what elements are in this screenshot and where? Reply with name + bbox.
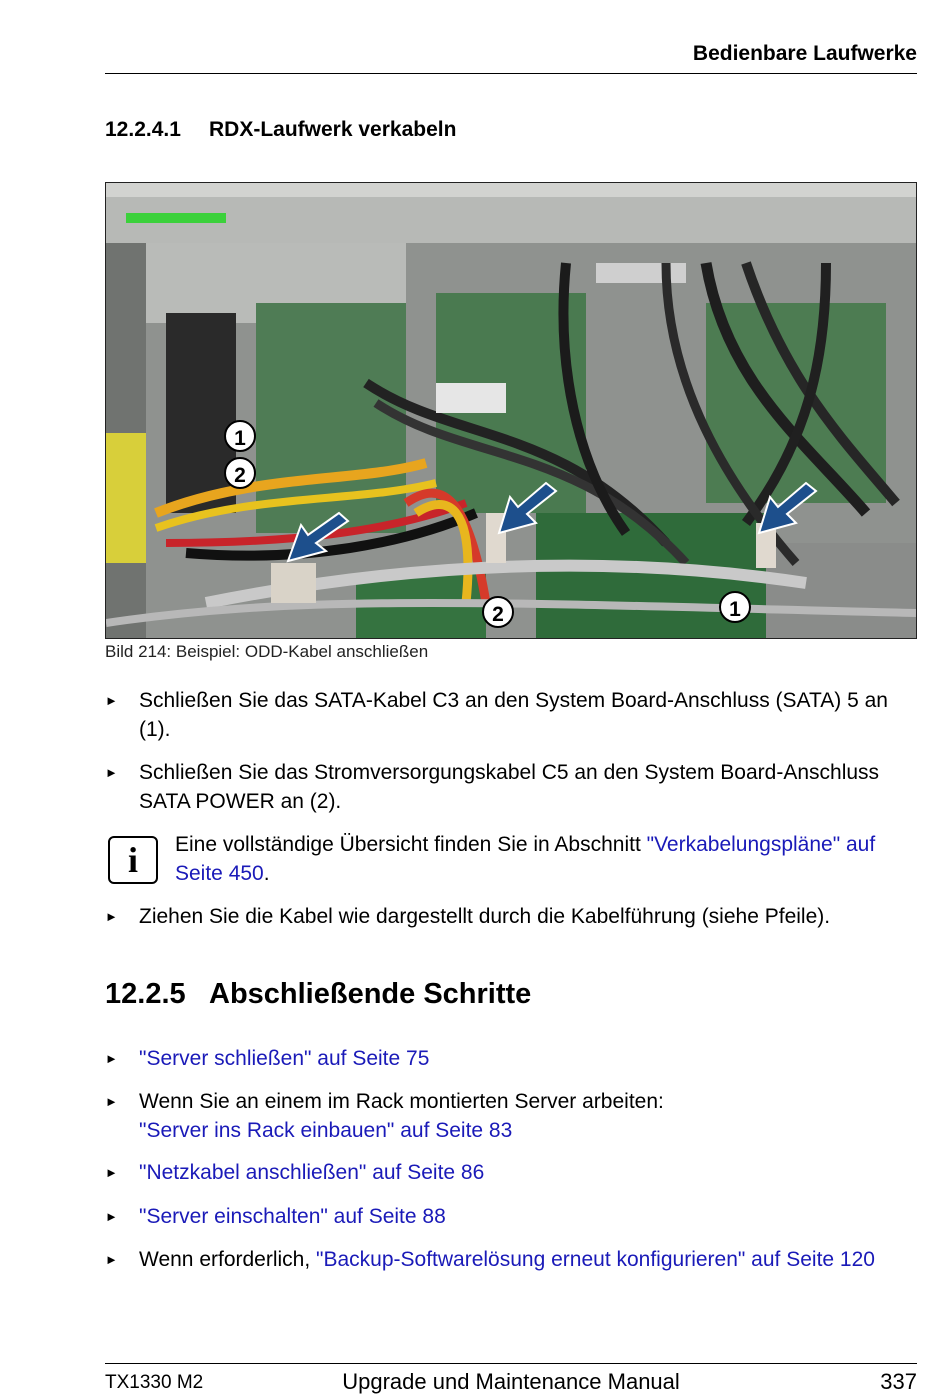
- power-on-link[interactable]: "Server einschalten" auf Seite 88: [139, 1205, 446, 1228]
- callout-1-board: [720, 592, 750, 622]
- rack-install-link[interactable]: "Server ins Rack einbauen" auf Seite 83: [139, 1119, 513, 1142]
- running-header: Bedienbare Laufwerke: [692, 42, 917, 65]
- section-heading: [105, 118, 456, 142]
- callout-2-label: 2: [234, 464, 246, 487]
- info-text-end: .: [263, 862, 270, 885]
- section-number: 12.2.4.1: [105, 118, 181, 141]
- bullet-arrow-icon: ►: [105, 1051, 118, 1066]
- bullet-arrow-icon: ►: [105, 1252, 118, 1267]
- info-icon: i: [108, 836, 158, 884]
- step-text: Schließen Sie das SATA-Kabel C3 an den System Board-Anschluss (SATA) 5 an (1).: [139, 689, 888, 741]
- section2-heading: [105, 978, 531, 1011]
- rack-note-text: Wenn Sie an einem im Rack montierten Server arbeiten:: [139, 1090, 664, 1113]
- section-title: RDX-Laufwerk verkabeln: [209, 118, 457, 141]
- bullet-arrow-icon: ►: [105, 1165, 118, 1180]
- final-step-item: [105, 1158, 917, 1187]
- wiring-plans-link[interactable]: "Verkabelungspläne" auf Seite 450: [175, 833, 876, 885]
- final-step-item: [105, 1245, 917, 1274]
- section2-number: 12.2.5: [105, 978, 186, 1010]
- callout-2-board-label: 2: [492, 603, 504, 626]
- step-item: [105, 758, 917, 816]
- callout-1-left: [225, 421, 255, 451]
- callout-2-left: [225, 458, 255, 488]
- footer-rule: [105, 1363, 917, 1364]
- server-interior-illustration: [106, 183, 916, 638]
- bullet-arrow-icon: ►: [105, 693, 118, 708]
- final-step-item: [105, 1044, 917, 1073]
- callout-1-board-label: 1: [729, 598, 741, 621]
- step-item: [105, 902, 917, 931]
- info-note: [105, 830, 917, 888]
- step-text: Ziehen Sie die Kabel wie dargestellt durch die Kabelführung (siehe Pfeile).: [139, 905, 831, 928]
- backup-note-text: Wenn erforderlich,: [139, 1248, 317, 1271]
- backup-config-link[interactable]: "Backup-Softwarelösung erneut konfigurieren" auf Seite 120: [316, 1248, 875, 1271]
- callout-2-board: [483, 597, 513, 627]
- figure-caption: Bild 214: Beispiel: ODD-Kabel anschließen: [105, 642, 429, 661]
- callout-1-label: 1: [234, 427, 246, 450]
- footer-model: TX1330 M2: [105, 1372, 204, 1393]
- final-step-item: [105, 1202, 917, 1231]
- section2-title: Abschließende Schritte: [209, 978, 532, 1010]
- footer-title: Upgrade und Maintenance Manual: [342, 1369, 680, 1394]
- bullet-arrow-icon: ►: [105, 909, 118, 924]
- step-text: Schließen Sie das Stromversorgungskabel C5 an den System Board-Anschluss SATA POWER an (2).: [139, 761, 880, 813]
- close-server-link[interactable]: "Server schließen" auf Seite 75: [139, 1047, 430, 1070]
- header-rule: [105, 73, 917, 74]
- bullet-arrow-icon: ►: [105, 765, 118, 780]
- bullet-arrow-icon: ►: [105, 1094, 118, 1109]
- step-item: [105, 686, 917, 744]
- cabling-photo: [105, 182, 917, 639]
- info-text: Eine vollständige Übersicht finden Sie in Abschnitt: [175, 833, 647, 856]
- page-number: 337: [880, 1369, 917, 1394]
- power-cable-link[interactable]: "Netzkabel anschließen" auf Seite 86: [139, 1161, 485, 1184]
- bullet-arrow-icon: ►: [105, 1209, 118, 1224]
- final-step-item: [105, 1087, 917, 1145]
